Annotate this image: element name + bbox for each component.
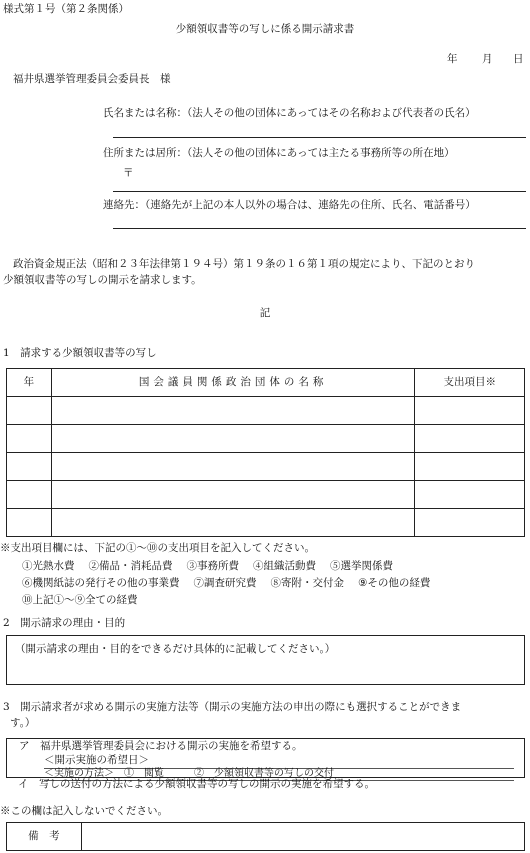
table-row[interactable] xyxy=(7,509,525,537)
addressee: 福井県選挙管理委員会委員長 様 xyxy=(13,73,171,85)
address-field-line[interactable] xyxy=(113,191,526,192)
expense-item: ⑨その他の経費 xyxy=(358,577,431,589)
option-a[interactable]: ア 福井県選挙管理委員会における開示の実施を希望する。 xyxy=(19,740,303,752)
expense-item: ①光熱水費 xyxy=(22,560,75,572)
expense-item: ⑤選挙関係費 xyxy=(330,560,393,572)
expense-items-line-1 xyxy=(22,560,393,574)
col-year-header: 年 xyxy=(7,369,52,397)
cell-org[interactable] xyxy=(51,453,415,481)
method-box xyxy=(6,738,525,778)
form-number: 様式第１号（第２条関係） xyxy=(3,3,129,15)
col-item-header: 支出項目※ xyxy=(415,369,525,397)
postal-mark: 〒 xyxy=(123,167,134,179)
section1-heading: 1 請求する少額領収書等の写し xyxy=(3,347,157,359)
cell-year[interactable] xyxy=(7,509,52,537)
cell-item[interactable] xyxy=(415,481,525,509)
col-org-header: 国会議員関係政治団体の名称 xyxy=(51,369,415,397)
cell-year[interactable] xyxy=(7,453,52,481)
expense-item: ⑦調査研究費 xyxy=(193,577,257,589)
option-a-method[interactable]: ＜実施の方法＞ ① 閲覧 ② 少額領収書等の写しの交付 xyxy=(44,768,334,779)
expense-item: ②備品・消耗品費 xyxy=(88,560,173,572)
table-row[interactable] xyxy=(7,481,525,509)
expense-items-line-3 xyxy=(22,594,138,608)
cell-year[interactable] xyxy=(7,397,52,425)
expense-item: ⑥機関紙誌の発行その他の事業費 xyxy=(22,577,180,589)
intro-line-2: 少額領収書等の写しの開示を請求します。 xyxy=(3,274,202,286)
expense-item: ⑩上記①～⑨全ての経費 xyxy=(22,594,138,606)
cell-year[interactable] xyxy=(7,481,52,509)
name-label: 氏名または名称：（法人その他の団体にあってはその名称および代表者の氏名） xyxy=(103,107,476,119)
cell-item[interactable] xyxy=(415,509,525,537)
footer-note: ※この欄は記入しないでください。 xyxy=(0,805,168,817)
cell-org[interactable] xyxy=(51,509,415,537)
date-year-label: 年 xyxy=(447,53,458,65)
table-row[interactable] xyxy=(7,453,525,481)
option-a-hope-date[interactable]: ＜開示実施の希望日＞ xyxy=(44,754,149,766)
ki-heading: 記 xyxy=(259,307,271,319)
table-header-row xyxy=(7,369,525,397)
expense-item: ④組織活動費 xyxy=(253,560,316,572)
cell-item[interactable] xyxy=(415,453,525,481)
expense-item: ⑧寄附・交付金 xyxy=(270,577,344,589)
cell-item[interactable] xyxy=(415,397,525,425)
expense-note: ※支出項目欄には、下記の①～⑩の支出項目を記入してください。 xyxy=(0,542,315,554)
reason-placeholder: （開示請求の理由・目的をできるだけ具体的に記載してください。） xyxy=(15,643,336,655)
contact-label: 連絡先：（連絡先が上記の本人以外の場合は、連絡先の住所、氏名、電話番号） xyxy=(103,199,476,211)
cell-year[interactable] xyxy=(7,425,52,453)
remarks-cell xyxy=(81,823,524,851)
remarks-table xyxy=(6,822,525,851)
cell-org[interactable] xyxy=(51,425,415,453)
cell-org[interactable] xyxy=(51,481,415,509)
cell-org[interactable] xyxy=(51,397,415,425)
intro-line-1: 政治資金規正法（昭和２３年法律第１９４号）第１９条の１６第１項の規定により、下記のとおり xyxy=(13,258,475,270)
reason-box[interactable] xyxy=(6,635,525,685)
table-row[interactable] xyxy=(7,425,525,453)
remarks-label: 備 考 xyxy=(7,823,82,851)
table-row[interactable] xyxy=(7,397,525,425)
document-title: 少額領収書等の写しに係る開示請求書 xyxy=(175,23,355,35)
section3-heading-line-1: 3 開示請求者が求める開示の実施方法等（開示の実施方法の申出の際にも選択することができま xyxy=(3,701,462,713)
section3-heading-line-2: す。） xyxy=(10,717,36,729)
option-i[interactable]: イ 写しの送付の方法による少額領収書等の写しの開示の実施を希望する。 xyxy=(18,778,375,790)
request-table xyxy=(6,368,525,537)
expense-items-line-2 xyxy=(22,577,430,591)
expense-item: ③事務所費 xyxy=(186,560,239,572)
address-label: 住所または居所：（法人その他の団体にあっては主たる事務所等の所在地） xyxy=(103,147,455,159)
date-day-label: 日 xyxy=(513,53,524,65)
name-field-line[interactable] xyxy=(113,137,526,138)
section2-heading: 2 開示請求の理由・目的 xyxy=(3,617,126,629)
date-month-label: 月 xyxy=(482,53,493,65)
cell-item[interactable] xyxy=(415,425,525,453)
contact-field-line[interactable] xyxy=(113,228,526,229)
